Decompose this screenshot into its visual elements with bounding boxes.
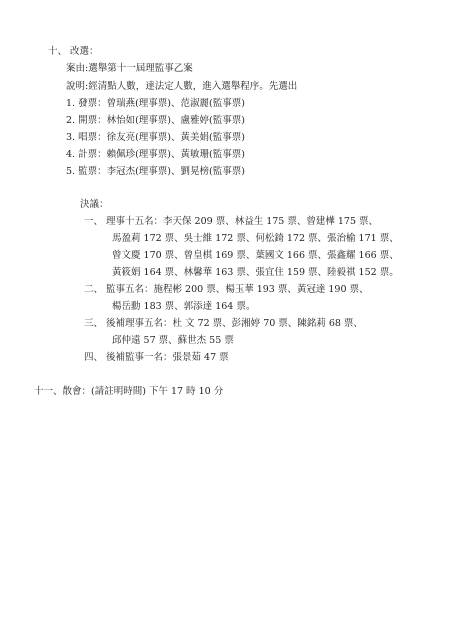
section-heading: 十、 改選： [48,46,99,57]
explanation: 說明:經清點人數，達法定人數，進入選舉程序。先選出 [66,81,298,92]
result-line: 三、 後補理事五名：杜 文 72 票、彭湘婷 70 票、陳銘莉 68 票、 [84,318,363,329]
case-subject: 案由:選舉第十一屆理監事乙案 [66,63,193,74]
result-line: 邱仲遠 57 票、蘇世杰 55 票 [112,335,234,346]
result-line: 馬盈莉 172 票、吳士維 172 票、何松錡 172 票、張治榆 171 票、 [112,233,399,244]
result-line: 曾文慶 170 票、曾皇棋 169 票、葉國文 166 票、張鑫耀 166 票、 [112,250,399,261]
role-item: 3. 唱票：徐友亮(理事票)、黃美娟(監事票) [66,132,245,143]
role-item: 1. 發票：曾瑞燕(理事票)、范淑麗(監事票) [66,98,245,109]
role-item: 5. 監票：李冠杰(理事票)、劉晃榜(監事票) [66,166,245,177]
adjournment: 十一、散會：(請註明時間) 下午 17 時 10 分 [34,386,224,397]
resolution-label: 決議： [80,199,109,210]
role-item: 4. 計票：賴佩珍(理事票)、黃敏珊(監事票) [66,149,245,160]
result-line: 一、 理事十五名：李天保 209 票、林益生 175 票、曾建樺 175 票、 [84,216,379,227]
result-line: 楊岳勳 183 票、郭添達 164 票。 [112,301,256,312]
role-item: 2. 開票：林怡如(理事票)、盧雅婷(監事票) [66,115,245,126]
result-line: 黃筱娟 164 票、林馨華 163 票、張宜住 159 票、陸毅祺 152 票。 [112,267,399,278]
result-line: 四、 後補監事一名：張景茹 47 票 [84,352,229,363]
result-line: 二、 監事五名：施程彬 200 票、楊玉華 193 票、黃冠達 190 票、 [84,284,369,295]
